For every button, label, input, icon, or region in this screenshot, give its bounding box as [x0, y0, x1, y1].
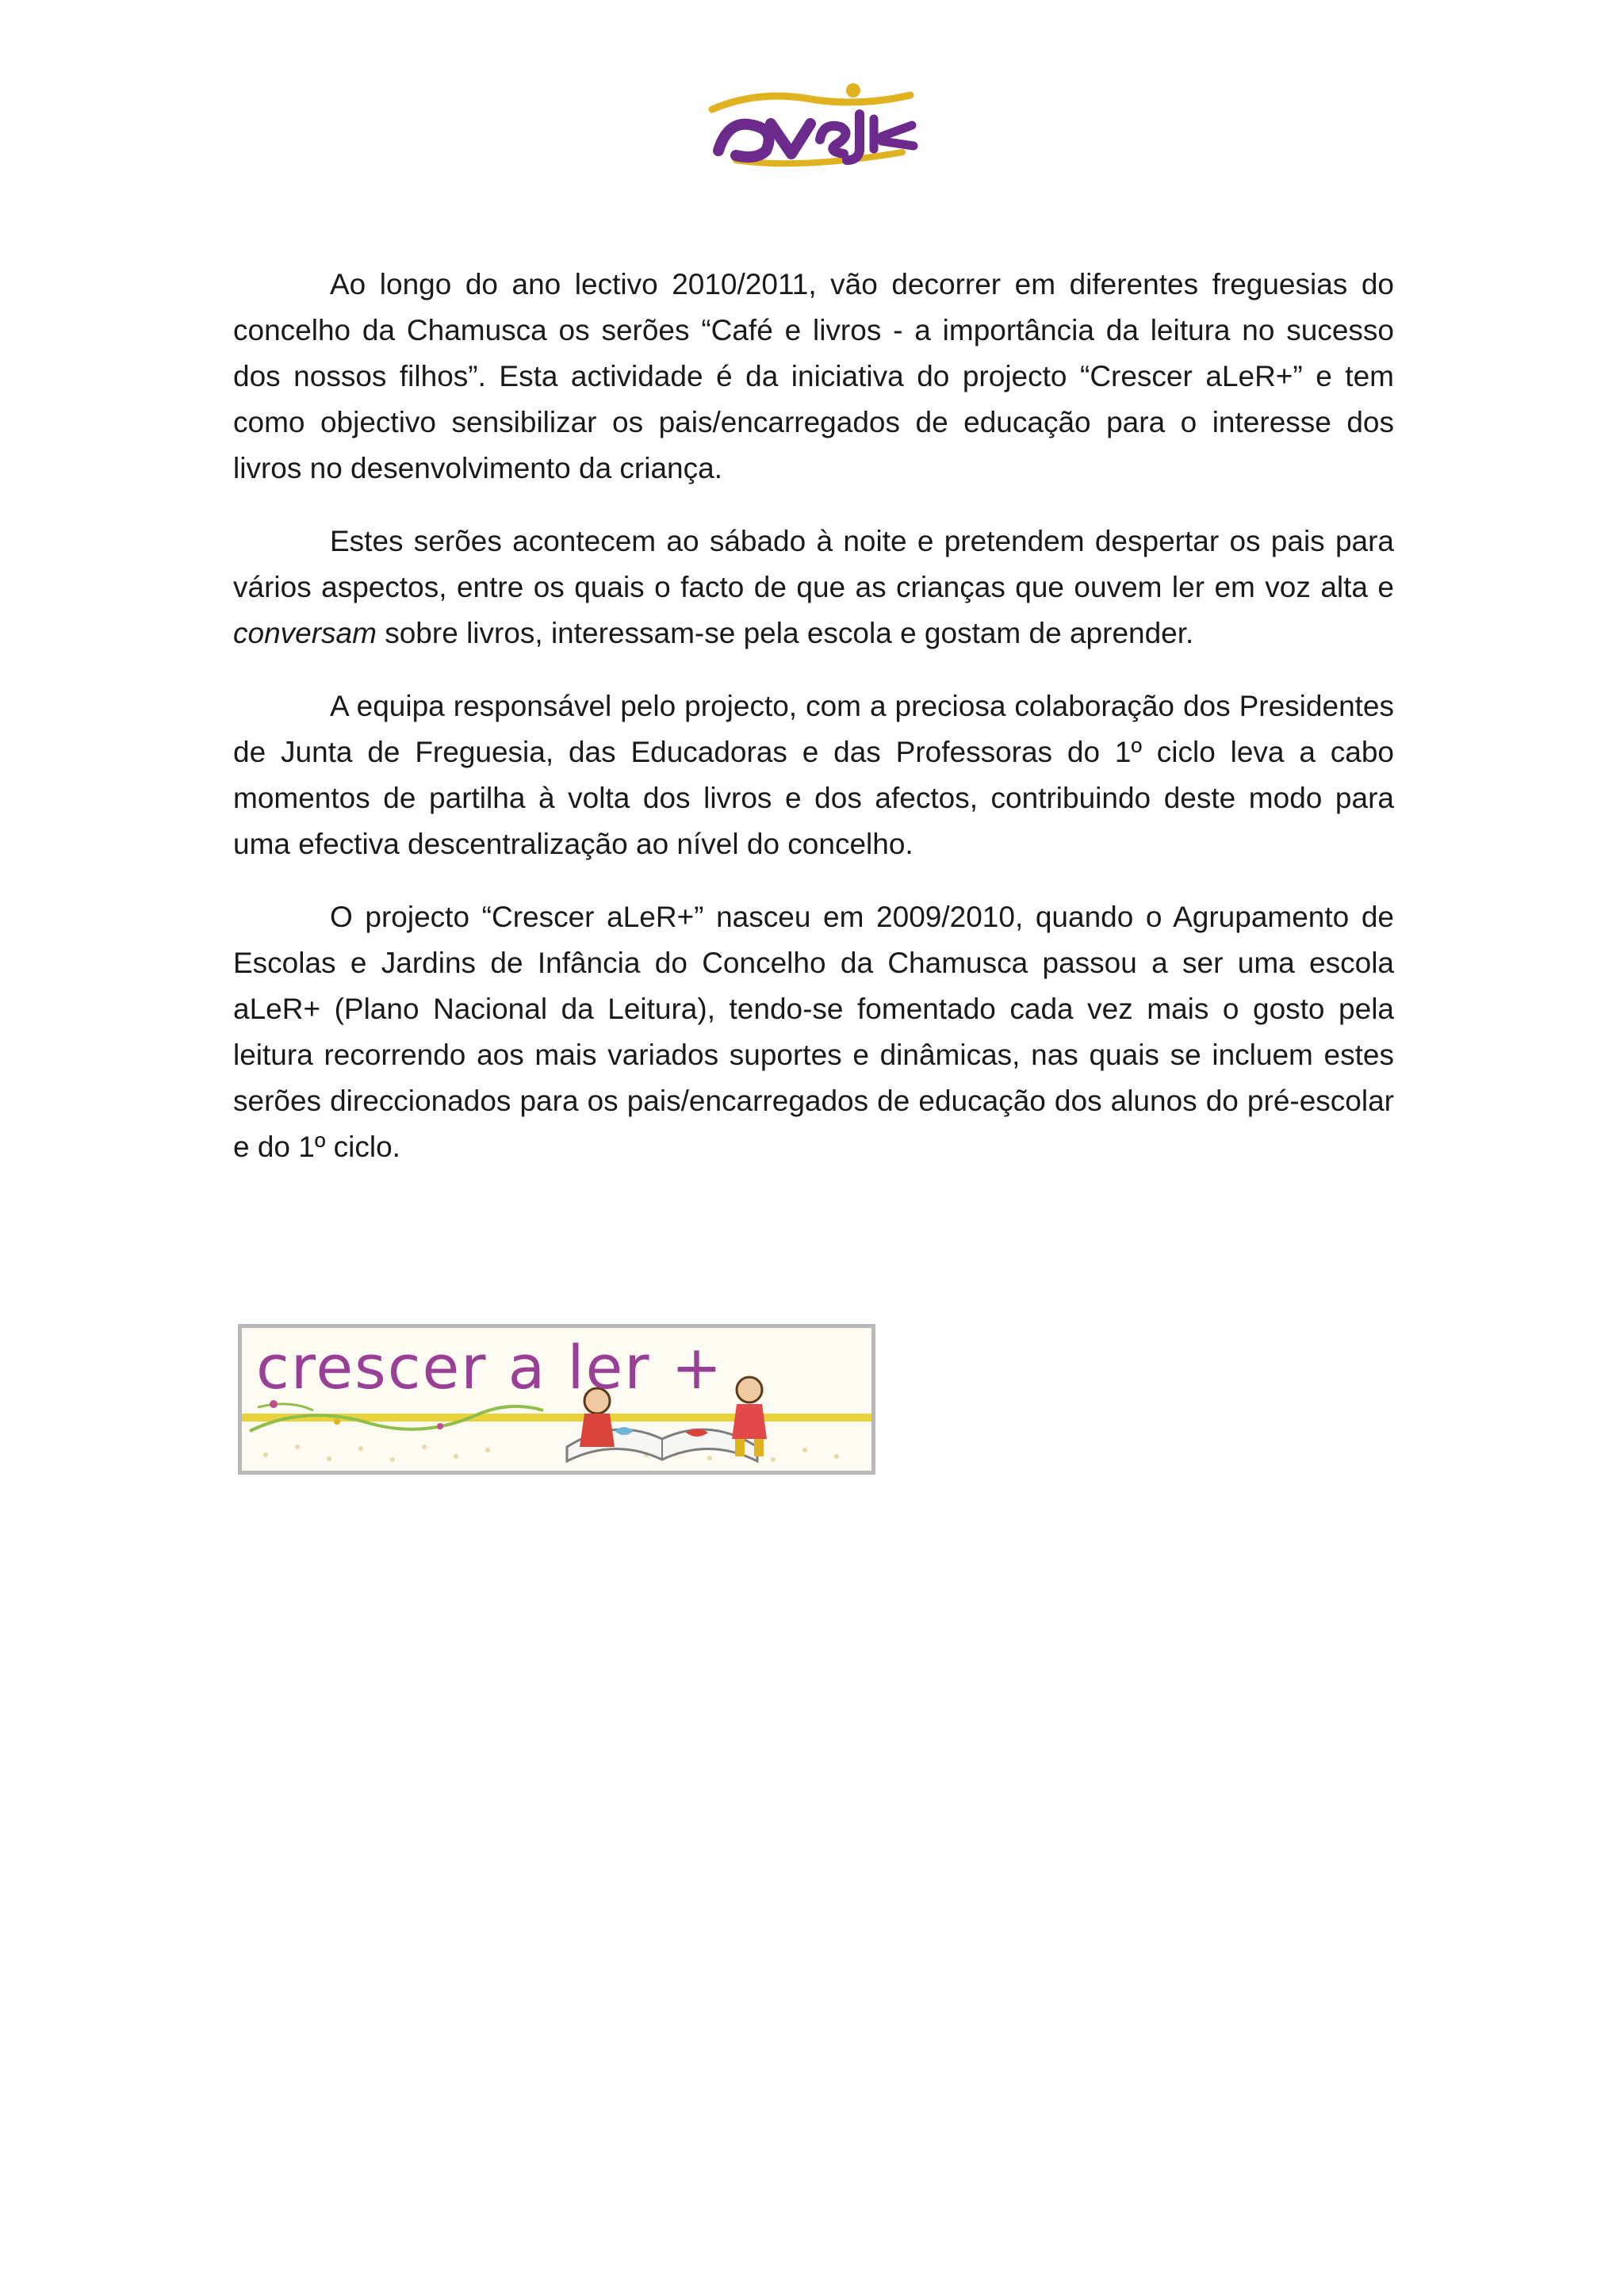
paragraph-2-text-end: sobre livros, interessam-se pela escola e gostam de aprender. — [376, 617, 1194, 649]
paragraph-2-text-start: Estes serões acontecem ao sábado à noite e pretendem despertar os pais para vários aspectos, entre os quais o facto de que as crianças que ouvem ler em voz alta e — [233, 525, 1394, 603]
banner-title: crescer a ler + — [256, 1332, 724, 1402]
paragraph-4: O projecto “Crescer aLeR+” nasceu em 2009/2010, quando o Agrupamento de Escolas e Jardins de Infância do Concelho da Chamusca passou a ser uma escola aLeR+ (Plano Nacional da Leitura), tendo-se fomentado cada vez mais o gosto pela leitura recorrendo aos mais variados suportes e dinâmicas, nas quais se incluem estes serões direccionados para os pais/encarregados de educação dos alunos do pré-escolar e do 1º ciclo. — [233, 901, 1394, 1163]
document-body — [233, 262, 1394, 1197]
header-logo — [704, 78, 929, 170]
paragraph-3: A equipa responsável pelo projecto, com a preciosa colaboração dos Presidentes de Junta de Freguesia, das Educadoras e das Professoras do 1º ciclo leva a cabo momentos de partilha à volta dos livros e dos afectos, contribuindo deste modo para uma efectiva descentralização ao nível do concelho. — [233, 690, 1394, 860]
paragraph-1: Ao longo do ano lectivo 2010/2011, vão decorrer em diferentes freguesias do concelho da Chamusca os serões “Café e livros - a importância da leitura no sucesso dos nossos filhos”. Esta actividade é da iniciativa do projecto “Crescer aLeR+” e tem como objectivo sensibilizar os pais/encarregados de educação para o interesse dos livros no desenvolvimento da criança. — [233, 268, 1394, 484]
paragraph-2-italic-word: conversam — [233, 617, 377, 649]
aveiro-style-logo-icon — [704, 78, 929, 170]
paragraph-2 — [233, 519, 1394, 656]
crescer-a-ler-banner — [238, 1324, 875, 1475]
